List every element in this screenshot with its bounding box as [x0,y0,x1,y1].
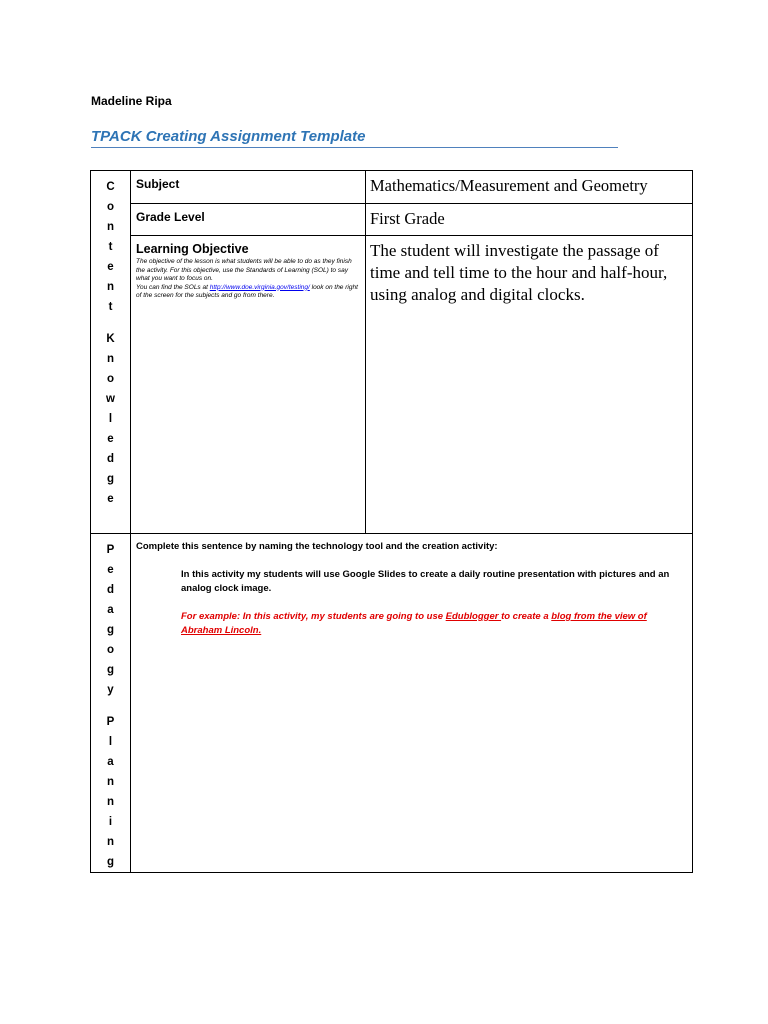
example-to-create: to create a [501,611,552,622]
learning-objective-label: Learning Objective [136,242,249,256]
knowledge-letter: d [106,453,115,465]
planning-letter: g [106,856,115,868]
content-letter: o [106,201,115,213]
knowledge-letter: o [106,373,115,385]
pedagogy-content-cell [131,534,693,873]
planning-letter: l [108,736,113,748]
pedagogy-row [91,534,693,873]
learning-objective-cell [131,236,366,534]
content-letter: e [107,261,114,273]
author-name: Madeline Ripa [91,94,172,108]
title-underline [91,147,618,148]
subject-value: Mathematics/Measurement and Geometry [366,171,693,204]
planning-letter: i [108,816,113,828]
document-title: TPACK Creating Assignment Template [91,128,366,145]
pedagogy-letter: P [106,544,115,556]
planning-letter: n [106,776,115,788]
grade-row [91,204,693,236]
pedagogy-letter: o [106,644,115,656]
content-label [91,177,130,317]
help-suffix: look on the right of the screen for the subjects and go from there. [136,283,358,299]
content-letter: C [106,181,115,193]
knowledge-label [91,329,130,509]
learning-objective-value: The student will investigate the passage of time and tell time to the hour and half-hour, using analog and digital clocks. [366,236,693,534]
pedagogy-letter: g [106,664,115,676]
pedagogy-letter: d [106,584,115,596]
knowledge-letter: n [106,353,115,365]
planning-label [91,712,130,872]
knowledge-letter: e [107,493,114,505]
sol-link[interactable]: http://www.doe.virginia.gov/testing/ [209,283,310,291]
knowledge-letter: K [106,333,115,345]
pedagogy-label [91,540,130,700]
pedagogy-letter: e [107,564,114,576]
example-middle: : In this activity, my students are going to use [236,611,446,622]
knowledge-letter: g [106,473,115,485]
pedagogy-letter: g [106,624,115,636]
example-prefix: For example [181,611,237,622]
planning-letter: n [106,796,115,808]
objective-help-text: The objective of the lesson is what students will be able to do as they finish the activity. For this objective, use the Standards of Learning (SOL) to say what you want to focus on. [136,258,352,282]
objective-help-text-2 [136,284,360,301]
content-letter: t [108,241,113,253]
subject-label: Subject [131,171,366,204]
tpack-table [90,170,693,873]
knowledge-letter: e [107,433,114,445]
content-letter: n [106,221,115,233]
example-tool-link[interactable]: Edublogger [445,611,502,622]
pedagogy-letter: a [107,604,114,616]
planning-letter: n [106,836,115,848]
knowledge-letter: l [108,413,113,425]
planning-letter: a [107,756,114,768]
content-knowledge-vertical-label [91,171,131,534]
help-prefix: You can find the SOLs at [136,283,210,291]
objective-row [91,236,693,534]
pedagogy-example [181,610,687,638]
grade-level-value: First Grade [366,204,693,236]
content-letter: n [106,281,115,293]
pedagogy-planning-vertical-label [91,534,131,873]
planning-letter: P [106,716,115,728]
subject-row [91,171,693,204]
content-letter: t [108,301,113,313]
pedagogy-activity: In this activity my students will use Google Slides to create a daily routine presentation with pictures and an analog clock image. [181,569,670,594]
grade-level-label: Grade Level [131,204,366,236]
pedagogy-instruction: Complete this sentence by naming the technology tool and the creation activity: [136,541,498,552]
pedagogy-letter: y [107,684,114,696]
example-blog-link[interactable]: blog from the view of Abraham Lincoln. [181,611,647,636]
knowledge-letter: w [106,393,115,405]
